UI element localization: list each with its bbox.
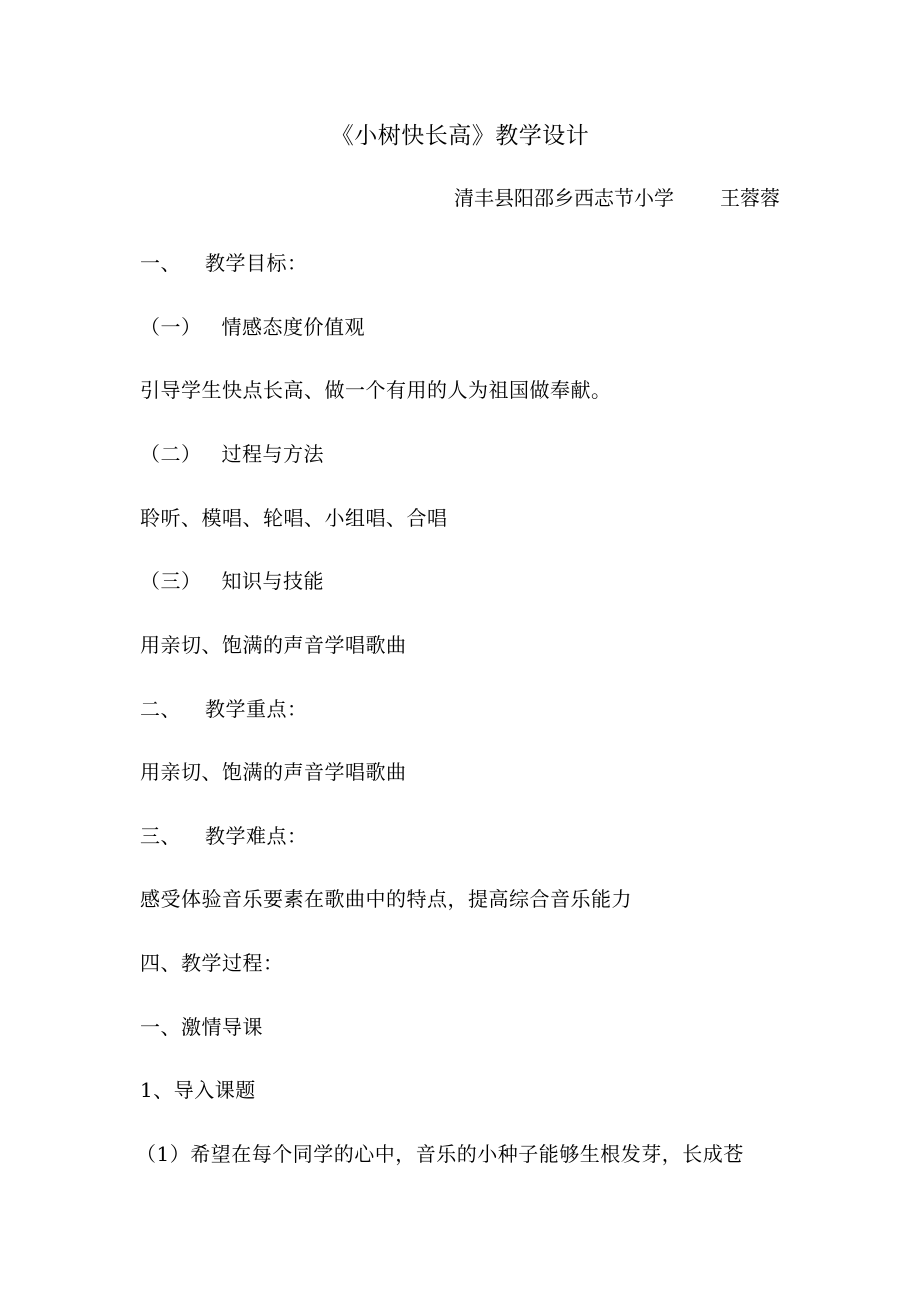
subheading-number: （二） <box>140 442 202 466</box>
paragraph-process-method: 聆听、模唱、轮唱、小组唱、合唱 <box>140 506 448 530</box>
subheading-text: 知识与技能 <box>221 569 324 593</box>
paragraph-emotion-goal: 引导学生快点长高、做一个有用的人为祖国做奉献。 <box>140 378 612 402</box>
paragraph-knowledge-skills: 用亲切、饱满的声音学唱歌曲 <box>140 633 407 657</box>
heading-key-points <box>140 696 308 722</box>
heading-text: 教学难点： <box>205 824 308 848</box>
heading-teaching-goals <box>140 250 308 276</box>
heading-introduce-topic: 1、导入课题 <box>140 1078 256 1102</box>
heading-number: 一、 <box>140 251 181 275</box>
subheading-number: （一） <box>140 315 202 339</box>
author-name: 王蓉蓉 <box>720 186 780 210</box>
heading-introduction: 一、激情导课 <box>140 1015 263 1039</box>
subheading-number: （三） <box>140 569 202 593</box>
paragraph-key-points: 用亲切、饱满的声音学唱歌曲 <box>140 760 407 784</box>
heading-difficulties <box>140 823 308 849</box>
heading-text: 教学重点： <box>205 697 308 721</box>
paragraph-difficulties: 感受体验音乐要素在歌曲中的特点，提高综合音乐能力 <box>140 887 632 911</box>
subheading-text: 过程与方法 <box>221 442 324 466</box>
heading-text: 教学目标： <box>205 251 308 275</box>
author-line <box>454 185 780 211</box>
paragraph-introduction-1: （1）希望在每个同学的心中，音乐的小种子能够生根发芽，长成苍 <box>136 1142 744 1166</box>
document-title: 《小树快长高》教学设计 <box>330 123 590 149</box>
heading-number: 二、 <box>140 697 181 721</box>
subheading-emotion-attitude <box>140 314 365 340</box>
author-school: 清丰县阳邵乡西志节小学 <box>454 186 674 210</box>
subheading-text: 情感态度价值观 <box>221 315 365 339</box>
subheading-knowledge-skills <box>140 568 324 594</box>
heading-teaching-process: 四、教学过程： <box>140 951 284 975</box>
heading-number: 三、 <box>140 824 181 848</box>
subheading-process-method <box>140 441 324 467</box>
